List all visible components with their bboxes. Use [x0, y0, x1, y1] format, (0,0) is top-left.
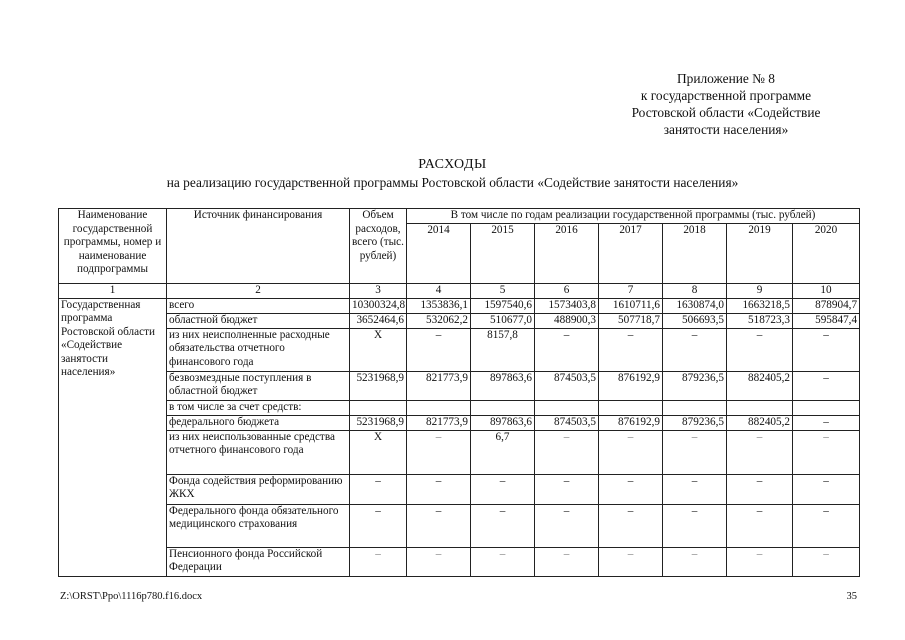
column-number: 6	[535, 284, 599, 299]
year-value-cell: –	[793, 371, 860, 400]
year-value-cell: 507718,7	[599, 313, 663, 328]
year-value-cell: 878904,7	[793, 298, 860, 313]
appendix-line-3: Ростовской области «Содействие	[631, 105, 821, 120]
year-value-cell: 8157,8	[471, 328, 535, 371]
year-value-cell: –	[535, 474, 599, 504]
year-value-cell: –	[407, 430, 471, 474]
header-by-years: В том числе по годам реализации государственной программы (тыс. рублей)	[407, 209, 860, 224]
appendix-line-2: к государственной программе	[640, 88, 812, 103]
year-value-cell: 882405,2	[727, 371, 793, 400]
year-value-cell: –	[599, 474, 663, 504]
year-value-cell: –	[793, 547, 860, 576]
expenses-table	[58, 208, 860, 577]
year-value-cell: 510677,0	[471, 313, 535, 328]
year-value-cell: –	[663, 474, 727, 504]
year-value-cell: –	[727, 430, 793, 474]
year-value-cell: 821773,9	[407, 371, 471, 400]
column-number: 4	[407, 284, 471, 299]
source-cell: Фонда содействия реформированию ЖКХ	[167, 474, 350, 504]
year-value-cell: 882405,2	[727, 415, 793, 430]
year-value-cell	[727, 400, 793, 415]
year-value-cell: –	[793, 430, 860, 474]
year-value-cell: 879236,5	[663, 371, 727, 400]
year-value-cell: 821773,9	[407, 415, 471, 430]
year-value-cell: –	[727, 504, 793, 547]
total-cell: –	[350, 547, 407, 576]
table-row	[59, 371, 860, 400]
total-cell: 5231968,9	[350, 415, 407, 430]
header-funding-source: Источник финансирования	[167, 209, 350, 284]
total-cell: 3652464,6	[350, 313, 407, 328]
header-year: 2016	[535, 224, 599, 284]
table-row	[59, 474, 860, 504]
file-path: Z:\ORST\Ppo\1116p780.f16.docx	[60, 591, 203, 602]
year-value-cell	[793, 400, 860, 415]
year-value-cell: 1630874,0	[663, 298, 727, 313]
source-cell: безвозмездные поступления в областной бюджет	[167, 371, 350, 400]
year-value-cell: 879236,5	[663, 415, 727, 430]
column-number: 7	[599, 284, 663, 299]
document-subtitle: на реализацию государственной программы Ростовской области «Содействие занятости населения»	[166, 175, 739, 190]
column-number: 1	[59, 284, 167, 299]
year-value-cell: –	[471, 474, 535, 504]
source-cell: из них неисполненные расходные обязательства отчетного финансового года	[167, 328, 350, 371]
header-year: 2015	[471, 224, 535, 284]
year-value-cell: –	[727, 328, 793, 371]
total-cell	[350, 400, 407, 415]
table-row	[59, 400, 860, 415]
year-value-cell: –	[407, 547, 471, 576]
table-row	[59, 328, 860, 371]
header-year: 2017	[599, 224, 663, 284]
year-value-cell: –	[471, 547, 535, 576]
appendix-line-4: занятости населения»	[663, 122, 789, 137]
source-cell: из них неиспользованные средства отчетного финансового года	[167, 430, 350, 474]
header-total: Объем расходов, всего (тыс. рублей)	[350, 209, 407, 284]
year-value-cell	[663, 400, 727, 415]
total-cell: Х	[350, 328, 407, 371]
source-cell: Пенсионного фонда Российской Федерации	[167, 547, 350, 576]
table-row	[59, 313, 860, 328]
year-value-cell: –	[471, 504, 535, 547]
year-value-cell: –	[663, 430, 727, 474]
year-value-cell: –	[599, 430, 663, 474]
year-value-cell: 897863,6	[471, 371, 535, 400]
year-value-cell: –	[407, 474, 471, 504]
source-cell: в том числе за счет средств:	[167, 400, 350, 415]
year-value-cell: –	[793, 415, 860, 430]
year-value-cell: 532062,2	[407, 313, 471, 328]
appendix-line-1: Приложение № 8	[676, 71, 776, 86]
header-year: 2019	[727, 224, 793, 284]
column-number: 3	[350, 284, 407, 299]
year-value-cell: –	[407, 504, 471, 547]
year-value-cell: 518723,3	[727, 313, 793, 328]
year-value-cell	[535, 400, 599, 415]
column-number: 9	[727, 284, 793, 299]
table-row	[59, 430, 860, 474]
source-cell: федерального бюджета	[167, 415, 350, 430]
year-value-cell: –	[535, 547, 599, 576]
header-year: 2014	[407, 224, 471, 284]
year-value-cell: –	[535, 504, 599, 547]
year-value-cell: 897863,6	[471, 415, 535, 430]
table-row	[59, 504, 860, 547]
appendix-block	[596, 70, 856, 138]
column-number: 8	[663, 284, 727, 299]
year-value-cell: 1597540,6	[471, 298, 535, 313]
year-value-cell: –	[793, 474, 860, 504]
year-value-cell: –	[663, 504, 727, 547]
total-cell: 5231968,9	[350, 371, 407, 400]
header-program-name: Наименование государственной программы, номер и наименование подпрограммы	[59, 209, 167, 284]
column-number: 2	[167, 284, 350, 299]
year-value-cell: –	[407, 328, 471, 371]
total-cell: –	[350, 504, 407, 547]
table-row	[59, 547, 860, 576]
page-number: 35	[846, 591, 857, 602]
total-cell: Х	[350, 430, 407, 474]
year-value-cell: 1353836,1	[407, 298, 471, 313]
total-cell: –	[350, 474, 407, 504]
header-year: 2018	[663, 224, 727, 284]
year-value-cell: 488900,3	[535, 313, 599, 328]
year-value-cell: –	[663, 547, 727, 576]
table-row	[59, 298, 860, 313]
year-value-cell: 595847,4	[793, 313, 860, 328]
year-value-cell	[599, 400, 663, 415]
source-cell: областной бюджет	[167, 313, 350, 328]
year-value-cell: 876192,9	[599, 371, 663, 400]
year-value-cell: –	[599, 328, 663, 371]
year-value-cell: –	[793, 504, 860, 547]
year-value-cell	[407, 400, 471, 415]
year-value-cell: 874503,5	[535, 415, 599, 430]
year-value-cell: 874503,5	[535, 371, 599, 400]
source-cell: всего	[167, 298, 350, 313]
year-value-cell: 1663218,5	[727, 298, 793, 313]
column-number-row	[59, 284, 860, 299]
year-value-cell: 6,7	[471, 430, 535, 474]
header-year: 2020	[793, 224, 860, 284]
year-value-cell: –	[599, 504, 663, 547]
year-value-cell	[471, 400, 535, 415]
program-name-cell: Государственная программа Ростовской области «Содействие занятости населения»	[59, 298, 167, 576]
source-cell: Федерального фонда обязательного медицинского страхования	[167, 504, 350, 547]
column-number: 5	[471, 284, 535, 299]
year-value-cell: –	[535, 430, 599, 474]
year-value-cell: 506693,5	[663, 313, 727, 328]
year-value-cell: 1573403,8	[535, 298, 599, 313]
table-row	[59, 415, 860, 430]
year-value-cell: –	[793, 328, 860, 371]
year-value-cell: –	[727, 547, 793, 576]
year-value-cell: –	[599, 547, 663, 576]
year-value-cell: 1610711,6	[599, 298, 663, 313]
year-value-cell: –	[663, 328, 727, 371]
year-value-cell: –	[727, 474, 793, 504]
total-cell: 10300324,8	[350, 298, 407, 313]
document-title: РАСХОДЫ	[418, 157, 487, 172]
year-value-cell: –	[535, 328, 599, 371]
year-value-cell: 876192,9	[599, 415, 663, 430]
column-number: 10	[793, 284, 860, 299]
